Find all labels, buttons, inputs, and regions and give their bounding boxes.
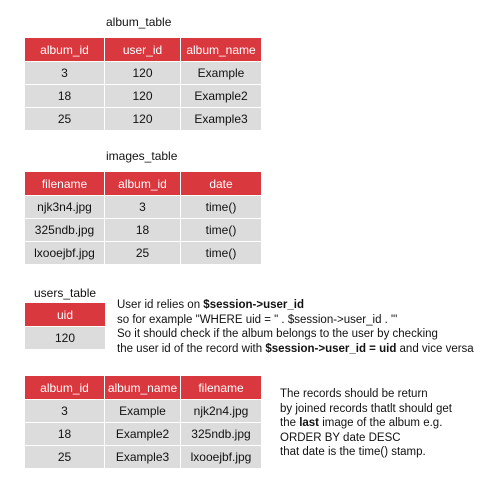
table-cell: time() (181, 218, 261, 241)
table-cell: lxooejbf.jpg (25, 241, 105, 264)
table-cell: 120 (105, 61, 181, 84)
table-cell: 18 (25, 84, 105, 107)
column-header: album_id (25, 38, 105, 61)
table-row (25, 326, 105, 349)
note-line: The records should be return (280, 388, 428, 400)
table-cell: lxooejbf.jpg (181, 445, 261, 468)
note-line: User id relies on $session->user_id (117, 299, 304, 311)
table-cell: time() (181, 241, 261, 264)
note-line: So it should check if the album belongs to the user by checking (117, 328, 438, 340)
table-cell: 325ndb.jpg (181, 422, 261, 445)
table-cell: 120 (105, 84, 181, 107)
table-cell: Example3 (181, 107, 261, 130)
table-row (25, 241, 261, 264)
table-row (25, 107, 261, 130)
images-table (25, 172, 261, 264)
table-cell: Example (105, 399, 181, 422)
note-line: the user id of the record with $session->user_id = uid and vice versa (117, 342, 474, 355)
column-header: album_id (25, 376, 105, 399)
column-header: album_name (181, 38, 261, 61)
table-header-row (25, 303, 105, 326)
column-header: uid (25, 303, 105, 326)
table-cell: Example2 (181, 84, 261, 107)
note-line: by joined records thatlt should get (280, 402, 452, 415)
table-cell: Example2 (105, 422, 181, 445)
column-header: album_name (105, 376, 181, 399)
column-header: album_id (105, 172, 181, 195)
table-cell: 3 (105, 195, 181, 218)
table-cell: 3 (25, 399, 105, 422)
table-cell: 325ndb.jpg (25, 218, 105, 241)
table-header-row (25, 38, 261, 61)
table-cell: 120 (105, 107, 181, 130)
users-table-title: users_table (34, 286, 97, 300)
table-row (25, 84, 261, 107)
table-header-row (25, 172, 261, 195)
table-header-row (25, 376, 261, 399)
album-table-title: album_table (106, 15, 172, 29)
note-line: so for example "WHERE uid = " . $session->user_id . "' (117, 313, 398, 326)
table-cell: 120 (25, 326, 105, 349)
table-cell: njk2n4.jpg (181, 399, 261, 422)
table-cell: 25 (25, 107, 105, 130)
table-row (25, 399, 261, 422)
note-line: that date is the time() stamp. (280, 446, 426, 458)
table-row (25, 422, 261, 445)
table-cell: 18 (105, 218, 181, 241)
column-header: filename (181, 376, 261, 399)
table-cell: njk3n4.jpg (25, 195, 105, 218)
column-header: date (181, 172, 261, 195)
table-row (25, 195, 261, 218)
result-note (280, 387, 452, 460)
note-line: the last image of the album e.g. (280, 417, 443, 429)
result-table (25, 376, 261, 468)
table-cell: 25 (25, 445, 105, 468)
table-cell: Example (181, 61, 261, 84)
table-cell: 3 (25, 61, 105, 84)
user-id-note (117, 298, 474, 356)
table-row (25, 218, 261, 241)
table-cell: 18 (25, 422, 105, 445)
table-row (25, 445, 261, 468)
album-table (25, 38, 261, 130)
table-cell: time() (181, 195, 261, 218)
table-cell: 25 (105, 241, 181, 264)
images-table-title: images_table (106, 149, 178, 163)
table-cell: Example3 (105, 445, 181, 468)
note-line: ORDER BY date DESC (280, 431, 401, 444)
users-table (25, 303, 105, 349)
table-row (25, 61, 261, 84)
column-header: filename (25, 172, 105, 195)
column-header: user_id (105, 38, 181, 61)
